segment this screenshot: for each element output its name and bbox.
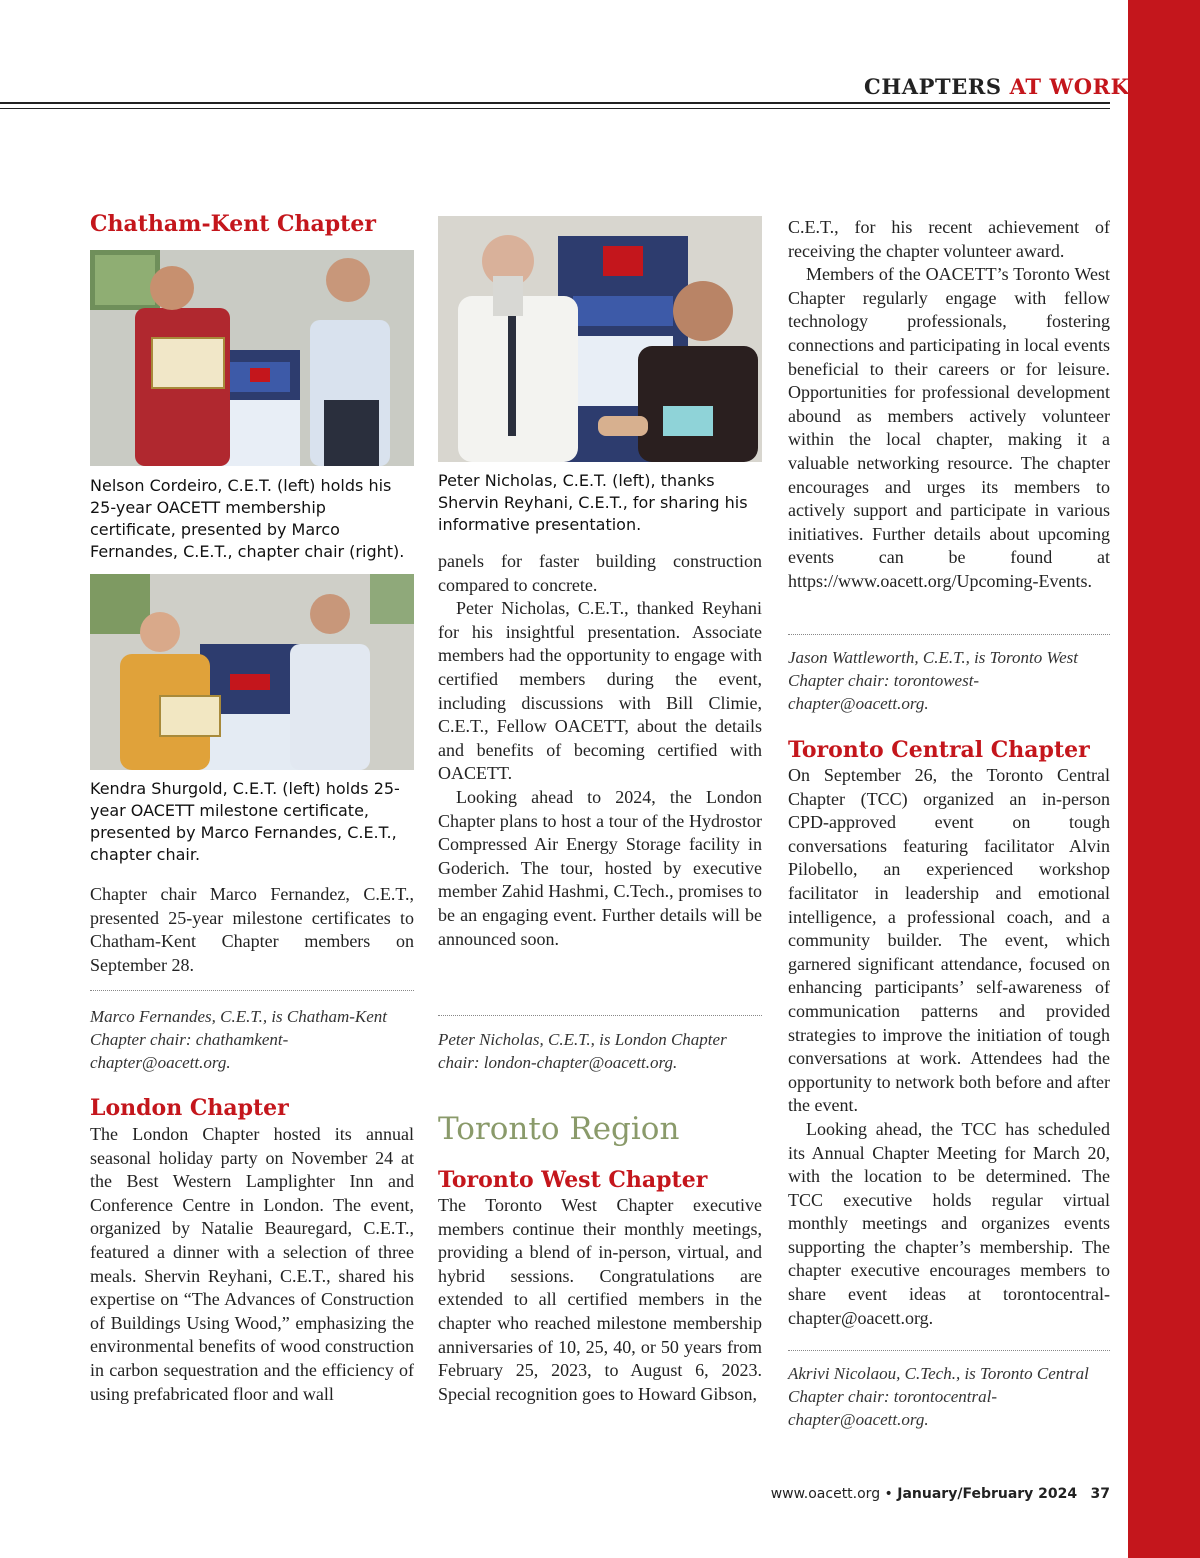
london-paragraph-1-cont: panels for faster building construction compared to concrete. <box>438 551 762 595</box>
toronto-central-byline: Akrivi Nicolaou, C.Tech., is Toronto Central Chapter chair: torontocentral-chapter@oacett.org. <box>788 1364 1089 1429</box>
london-paragraph-1: The London Chapter hosted its annual seasonal holiday party on November 24 at the Best Western Lamplighter Inn and Conference Centre in London. The event, organized by Natalie Beauregard, C.E.T., featured a dinner with a selection of three meals. Shervin Reyhani, C.E.T., shared his expertise on “The Advances of Construction of Buildings Using Wood,” emphasizing the environmental benefits of wood construction in carbon sequestration and the efficiency of using prefabricated floor and wall <box>90 1124 414 1404</box>
toronto-region-heading: Toronto Region <box>438 1111 680 1147</box>
chatham-kent-body <box>90 883 414 977</box>
toronto-central-paragraph-1: On September 26, the Toronto Central Chapter (TCC) organized an in-person CPD-approved event on tough conversations featuring facilitator Alvin Pilobello, an experienced workshop facilitator in leadership and emotional intelligence, a professional coach, and a community builder. The event, which garnered significant attendance, focused on enhancing participants’ self-awareness of communication patterns and provided strategies to improve the initiation of tough conversations at work. Attendees had the opportunity to network both before and after the event. <box>788 765 1110 1116</box>
header-rule-thin <box>0 108 1110 109</box>
london-body-col2 <box>438 550 762 951</box>
chatham-kent-photo-1-caption: Nelson Cordeiro, C.E.T. (left) holds his 25-year OACETT membership certificate, presented by Marco Fernandes, C.E.T., chapter chair (right). <box>90 476 405 561</box>
footer-website: www.oacett.org <box>770 1486 881 1502</box>
chatham-kent-heading: Chatham-Kent Chapter <box>90 211 376 237</box>
divider <box>788 634 1110 635</box>
toronto-west-paragraph-2: Members of the OACETT’s Toronto West Chapter regularly engage with fellow technology professionals, fostering connections and participating in local events beneficial to their careers or for leisure. Opportunities for professional development abound as members actively volunteer within the local chapter, making it a valuable networking resource. The chapter encourages and urges its members to actively support and participate in various initiatives. Further details about upcoming events can be found at https://www.oacett.org/Upcoming-Events. <box>788 264 1110 591</box>
chatham-kent-photo-1 <box>90 250 414 466</box>
divider <box>788 1350 1110 1351</box>
toronto-central-paragraph-2: Looking ahead, the TCC has scheduled its Annual Chapter Meeting for March 20, with the location to be determined. The TCC executive holds regular virtual monthly meetings and organizes events supporting the chapter’s membership. The chapter executive encourages members to share event ideas at torontocentral-chapter@oacett.org. <box>788 1118 1110 1328</box>
section-header-accent: AT WORK <box>1009 74 1130 99</box>
page-footer <box>760 1486 1110 1502</box>
chatham-kent-byline: Marco Fernandes, C.E.T., is Chatham-Kent Chapter chair: chathamkent-chapter@oacett.org. <box>90 1007 388 1072</box>
london-heading: London Chapter <box>90 1095 289 1121</box>
chatham-kent-paragraph: Chapter chair Marco Fernandez, C.E.T., presented 25-year milestone certificates to Chatham-Kent Chapter members on September 28. <box>90 884 414 975</box>
toronto-west-paragraph-1: The Toronto West Chapter executive members continue their monthly meetings, providing a blend of in-person, virtual, and hybrid sessions. Congratulations are extended to all certified members in the chapter who reached milestone membership anniversaries of 10, 25, 40, or 50 years from February 25, 2023, to August 6, 2023. Special recognition goes to Howard Gibson, <box>438 1195 762 1404</box>
london-byline: Peter Nicholas, C.E.T., is London Chapter chair: london-chapter@oacett.org. <box>438 1030 727 1072</box>
chatham-kent-photo-2 <box>90 574 414 770</box>
header-rule <box>0 102 1110 104</box>
toronto-central-body <box>788 764 1110 1330</box>
toronto-west-paragraph-1-cont: C.E.T., for his recent achievement of receiving the chapter volunteer award. <box>788 217 1110 261</box>
london-photo <box>438 216 762 462</box>
footer-issue: January/February 2024 <box>897 1486 1078 1502</box>
column-1 <box>90 210 414 238</box>
toronto-west-body-col2 <box>438 1194 762 1406</box>
toronto-west-heading: Toronto West Chapter <box>438 1167 708 1193</box>
london-body-col1 <box>90 1123 414 1406</box>
section-header-main: CHAPTERS <box>864 74 1002 99</box>
footer-bullet: • <box>884 1486 893 1502</box>
chatham-kent-photo-2-caption: Kendra Shurgold, C.E.T. (left) holds 25-year OACETT milestone certificate, presented by Marco Fernandes, C.E.T., chapter chair. <box>90 779 400 864</box>
london-photo-caption: Peter Nicholas, C.E.T. (left), thanks Shervin Reyhani, C.E.T., for sharing his informative presentation. <box>438 471 748 534</box>
london-paragraph-2: Peter Nicholas, C.E.T., thanked Reyhani for his insightful presentation. Associate members had the opportunity to engage with certified members during the event, including discussions with Bill Climie, C.E.T., Fellow OACETT, about the details and benefits of becoming certified with OACETT. <box>438 598 762 784</box>
london-paragraph-3: Looking ahead to 2024, the London Chapter plans to host a tour of the Hydrostor Compressed Air Energy Storage facility in Goderich. The tour, hosted by executive member Zahid Hashmi, C.Tech., promises to be an engaging event. Further details will be announced soon. <box>438 786 762 949</box>
toronto-west-body-col3 <box>788 216 1110 594</box>
toronto-central-heading: Toronto Central Chapter <box>788 737 1090 763</box>
toronto-west-byline: Jason Wattleworth, C.E.T., is Toronto West Chapter chair: torontowest-chapter@oacett.org. <box>788 648 1078 713</box>
side-accent-bar <box>1128 0 1200 1558</box>
page-number: 37 <box>1090 1486 1110 1502</box>
section-header <box>864 74 1130 99</box>
divider <box>438 1015 762 1016</box>
divider <box>90 990 414 991</box>
